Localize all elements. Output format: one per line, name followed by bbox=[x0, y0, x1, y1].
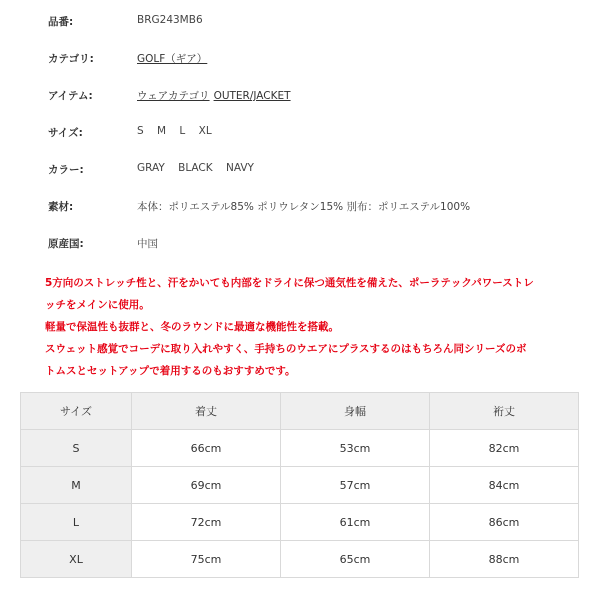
spec-value-origin: 中国 bbox=[137, 238, 158, 250]
size-option: XL bbox=[198, 125, 212, 137]
spec-row-category bbox=[48, 51, 588, 88]
table-row bbox=[21, 430, 579, 467]
color-option: GRAY bbox=[137, 162, 165, 174]
color-option: BLACK bbox=[178, 162, 213, 174]
width-cell: 53cm bbox=[281, 430, 430, 467]
size-cell: XL bbox=[21, 541, 132, 578]
length-cell: 66cm bbox=[132, 430, 281, 467]
wear-category-link[interactable]: ウェアカテゴリ bbox=[137, 90, 210, 102]
table-row bbox=[21, 467, 579, 504]
header-size: サイズ bbox=[21, 393, 132, 430]
spec-value-size bbox=[137, 125, 212, 137]
description-line: ッチをメインに使用。 bbox=[45, 299, 150, 311]
sleeve-cell: 82cm bbox=[430, 430, 579, 467]
spec-row-item bbox=[48, 88, 588, 125]
category-link[interactable]: GOLF（ギア） bbox=[137, 53, 208, 65]
spec-value-color bbox=[137, 162, 254, 174]
size-cell: M bbox=[21, 467, 132, 504]
spec-value-material: 本体：ポリエステル85% ポリウレタン15% 別布：ポリエステル100% bbox=[137, 201, 471, 213]
length-cell: 75cm bbox=[132, 541, 281, 578]
size-chart-header-row bbox=[21, 393, 579, 430]
spec-label-color: カラー: bbox=[48, 164, 84, 176]
spec-label-code: 品番: bbox=[48, 16, 74, 28]
product-description bbox=[45, 272, 593, 382]
product-spec-list bbox=[48, 14, 588, 273]
size-option: S bbox=[137, 125, 144, 137]
description-line: 5方向のストレッチ性と、汗をかいても内部をドライに保つ通気性を備えた、ポーラテックパワーストレ bbox=[45, 277, 534, 289]
sleeve-cell: 84cm bbox=[430, 467, 579, 504]
outer-jacket-link[interactable]: OUTER/JACKET bbox=[213, 90, 291, 102]
sleeve-cell: 88cm bbox=[430, 541, 579, 578]
spec-label-size: サイズ: bbox=[48, 127, 83, 139]
spec-row-material bbox=[48, 199, 588, 236]
header-sleeve: 裄丈 bbox=[430, 393, 579, 430]
length-cell: 69cm bbox=[132, 467, 281, 504]
color-option: NAVY bbox=[226, 162, 254, 174]
width-cell: 61cm bbox=[281, 504, 430, 541]
header-length: 着丈 bbox=[132, 393, 281, 430]
table-row bbox=[21, 504, 579, 541]
table-row bbox=[21, 541, 579, 578]
spec-label-category: カテゴリ: bbox=[48, 53, 94, 65]
description-line: トムスとセットアップで着用するのもおすすめです。 bbox=[45, 365, 296, 377]
width-cell: 65cm bbox=[281, 541, 430, 578]
header-width: 身幅 bbox=[281, 393, 430, 430]
spec-value-code: BRG243MB6 bbox=[137, 14, 203, 26]
spec-label-origin: 原産国: bbox=[48, 238, 84, 250]
size-chart-table bbox=[20, 392, 579, 578]
size-cell: S bbox=[21, 430, 132, 467]
size-option: M bbox=[157, 125, 167, 137]
size-option: L bbox=[179, 125, 186, 137]
spec-label-material: 素材: bbox=[48, 201, 74, 213]
width-cell: 57cm bbox=[281, 467, 430, 504]
spec-row-origin bbox=[48, 236, 588, 273]
length-cell: 72cm bbox=[132, 504, 281, 541]
spec-label-item: アイテム: bbox=[48, 90, 93, 102]
description-line: 軽量で保温性も抜群と、冬のラウンドに最適な機能性を搭載。 bbox=[45, 321, 339, 333]
sleeve-cell: 86cm bbox=[430, 504, 579, 541]
spec-row-color bbox=[48, 162, 588, 199]
spec-value-item bbox=[137, 88, 291, 103]
size-cell: L bbox=[21, 504, 132, 541]
spec-row-code bbox=[48, 14, 588, 51]
spec-value-category bbox=[137, 51, 207, 66]
spec-row-size bbox=[48, 125, 588, 162]
description-line: スウェット感覚でコーデに取り入れやすく、手持ちのウエアにプラスするのはもちろん同シリーズのボ bbox=[45, 343, 527, 355]
